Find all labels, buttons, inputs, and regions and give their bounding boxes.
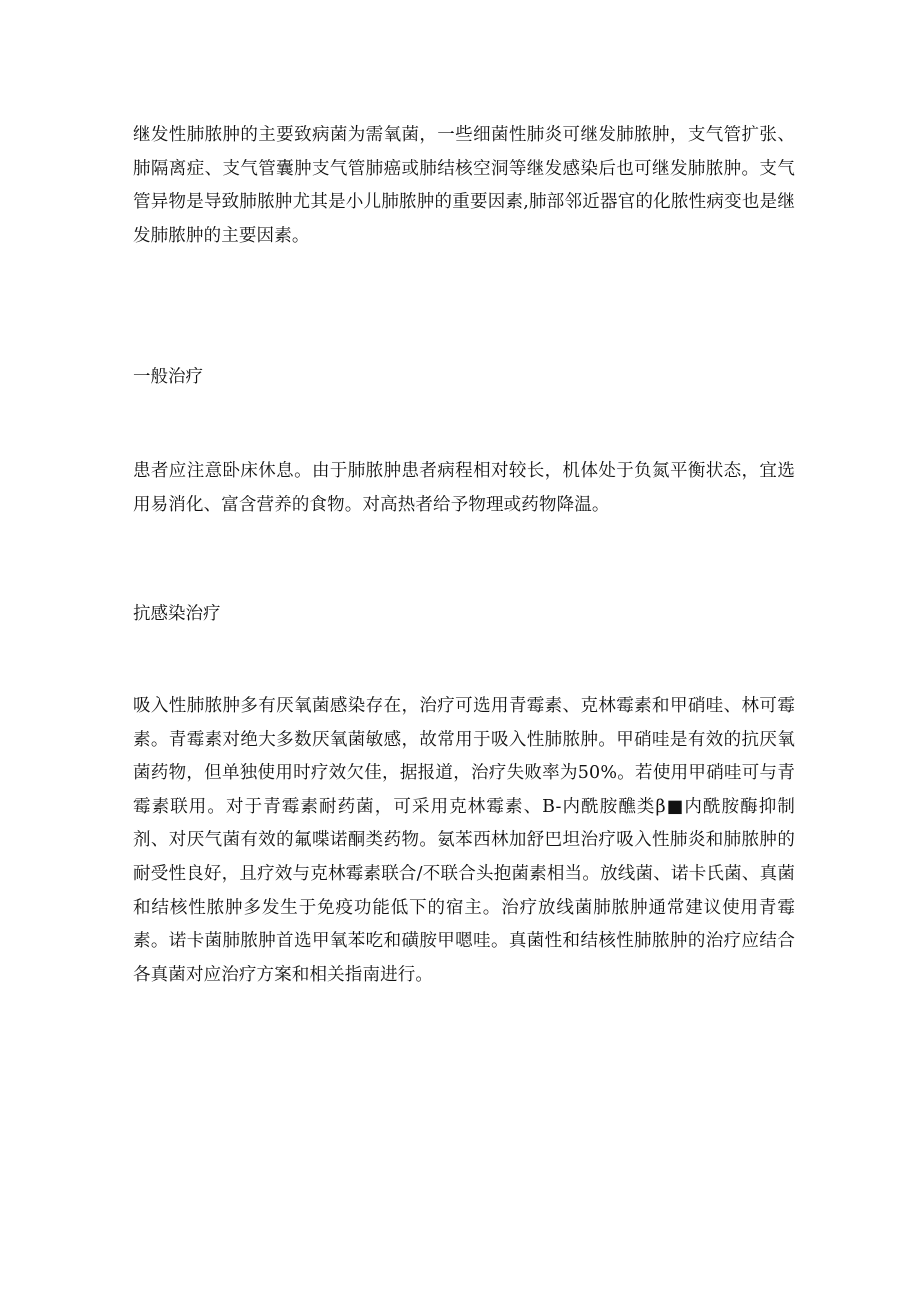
paragraph-general-treatment: 患者应注意卧床休息。由于肺脓肿患者病程相对较长，机体处于负氮平衡状态，宜选用易消化、富含营养的食物。对高热者给予物理或药物降温。	[133, 461, 795, 515]
heading-general-treatment: 一般治疗	[133, 367, 203, 387]
heading-anti-infection-treatment: 抗感染治疗	[133, 604, 221, 624]
paragraph-secondary-lung-abscess: 继发性肺脓肿的主要致病菌为需氧菌，一些细菌性肺炎可继发肺脓肿，支气管扩张、肺隔离症、支气管囊肿支气管肺癌或肺结核空洞等继发感染后也可继发肺脓肿。支气管异物是导致肺脓肿尤其是小儿肺脓肿的重要因素,肺部邻近器官的化脓性病变也是继发肺脓肿的主要因素。	[133, 125, 795, 246]
paragraph-anti-infection-treatment: 吸入性肺脓肿多有厌氧菌感染存在，治疗可选用青霉素、克林霉素和甲硝哇、林可霉素。青霉素对绝大多数厌氧菌敏感，故常用于吸入性肺脓肿。甲硝哇是有效的抗厌氧菌药物，但单独使用时疗效欠佳，据报道，治疗失败率为50%。若使用甲硝哇可与青霉素联用。对于青霉素耐药菌，可采用克林霉素、B-内酰胺醮类β■内酰胺酶抑制剂、对厌气菌有效的氟喋诺酮类药物。氨苯西林加舒巴坦治疗吸入性肺炎和肺脓肿的耐受性良好，且疗效与克林霉素联合/不联合头抱菌素相当。放线菌、诺卡氏菌、真菌和结核性脓肿多发生于免疫功能低下的宿主。治疗放线菌肺脓肿通常建议使用青霉素。诺卡菌肺脓肿首选甲氧苯吃和磺胺甲嗯哇。真菌性和结核性肺脓肿的治疗应结合各真菌对应治疗方案和相关指南进行。	[133, 696, 795, 985]
